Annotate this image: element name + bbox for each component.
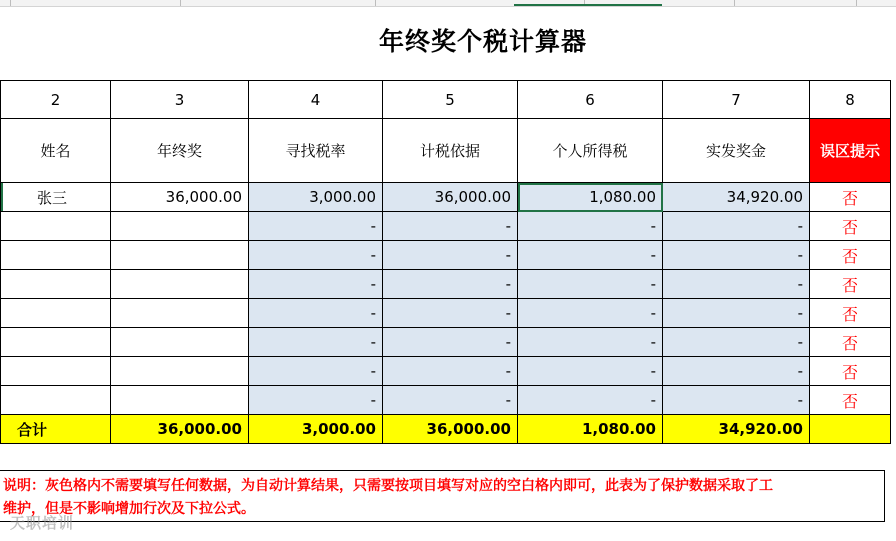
total-tax[interactable]: 1,080.00	[518, 415, 663, 444]
table-row	[1, 241, 891, 270]
cell-name[interactable]	[1, 357, 111, 386]
watermark-logo: 天职培训	[10, 514, 75, 532]
cell-tip[interactable]: 否	[810, 241, 891, 270]
column-number[interactable]: 6	[518, 81, 663, 119]
cell-basis[interactable]: -	[383, 357, 518, 386]
cell-name[interactable]	[1, 270, 111, 299]
cell-bonus[interactable]	[111, 328, 249, 357]
cell-tip[interactable]: 否	[810, 328, 891, 357]
cell-basis[interactable]: -	[383, 299, 518, 328]
table-row	[1, 328, 891, 357]
cell-rate[interactable]: -	[249, 212, 383, 241]
column-number[interactable]: 7	[663, 81, 810, 119]
cell-bonus[interactable]	[111, 386, 249, 415]
header-name[interactable]: 姓名	[1, 119, 111, 183]
table-row	[1, 212, 891, 241]
cell-name[interactable]: 张三	[1, 183, 111, 212]
header-tax[interactable]: 个人所得税	[518, 119, 663, 183]
cell-basis[interactable]: -	[383, 328, 518, 357]
column-number[interactable]: 3	[111, 81, 249, 119]
total-bonus[interactable]: 36,000.00	[111, 415, 249, 444]
cell-name[interactable]	[1, 386, 111, 415]
cell-tax[interactable]: -	[518, 270, 663, 299]
cell-tip[interactable]: 否	[810, 386, 891, 415]
total-net[interactable]: 34,920.00	[663, 415, 810, 444]
cell-name[interactable]	[1, 328, 111, 357]
cell-bonus[interactable]	[111, 270, 249, 299]
note-line-1: 说明：灰色格内不需要填写任何数据，为自动计算结果，只需要按项目填写对应的空白格内即可，此表为了保护数据采取了工	[3, 478, 773, 494]
cell-rate[interactable]: 3,000.00	[249, 183, 383, 212]
cell-bonus[interactable]	[111, 299, 249, 328]
cell-name[interactable]	[1, 212, 111, 241]
instruction-note[interactable]	[0, 470, 885, 522]
total-rate[interactable]: 3,000.00	[249, 415, 383, 444]
cell-tax-selected[interactable]: 1,080.00	[518, 183, 663, 212]
column-number-row	[1, 81, 891, 119]
table-row	[1, 183, 891, 212]
cell-rate[interactable]: -	[249, 270, 383, 299]
table-row	[1, 386, 891, 415]
cell-rate[interactable]: -	[249, 299, 383, 328]
column-divider	[856, 0, 857, 6]
cell-name[interactable]	[1, 299, 111, 328]
column-divider	[375, 0, 376, 6]
total-label[interactable]: 合计	[1, 415, 111, 444]
cell-bonus[interactable]: 36,000.00	[111, 183, 249, 212]
cell-basis[interactable]: -	[383, 386, 518, 415]
cell-tax[interactable]: -	[518, 212, 663, 241]
cell-tip[interactable]: 否	[810, 299, 891, 328]
cell-basis[interactable]: -	[383, 241, 518, 270]
column-divider	[10, 0, 11, 6]
header-basis[interactable]: 计税依据	[383, 119, 518, 183]
column-header-strip	[0, 0, 896, 7]
selected-column-indicator	[514, 4, 662, 6]
cell-basis[interactable]: -	[383, 212, 518, 241]
cell-tax[interactable]: -	[518, 386, 663, 415]
cell-net[interactable]: 34,920.00	[663, 183, 810, 212]
cell-basis[interactable]: -	[383, 270, 518, 299]
tax-calculator-table	[0, 80, 891, 444]
cell-bonus[interactable]	[111, 241, 249, 270]
cell-bonus[interactable]	[111, 212, 249, 241]
cell-tip[interactable]: 否	[810, 183, 891, 212]
cell-net[interactable]: -	[663, 357, 810, 386]
sheet-title: 年终奖个税计算器	[378, 27, 587, 56]
cell-tip[interactable]: 否	[810, 270, 891, 299]
column-number[interactable]: 5	[383, 81, 518, 119]
cell-net[interactable]: -	[663, 328, 810, 357]
cell-net[interactable]: -	[663, 270, 810, 299]
column-divider	[180, 0, 181, 6]
column-number[interactable]: 2	[1, 81, 111, 119]
cell-tax[interactable]: -	[518, 328, 663, 357]
cell-rate[interactable]: -	[249, 328, 383, 357]
cell-tax[interactable]: -	[518, 299, 663, 328]
table-row	[1, 357, 891, 386]
header-row	[1, 119, 891, 183]
header-rate[interactable]: 寻找税率	[249, 119, 383, 183]
cell-tip[interactable]: 否	[810, 357, 891, 386]
column-divider	[734, 0, 735, 6]
cell-rate[interactable]: -	[249, 357, 383, 386]
table-row	[1, 299, 891, 328]
cell-rate[interactable]: -	[249, 241, 383, 270]
total-row	[1, 415, 891, 444]
total-tip[interactable]	[810, 415, 891, 444]
header-net[interactable]: 实发奖金	[663, 119, 810, 183]
cell-net[interactable]: -	[663, 241, 810, 270]
cell-rate[interactable]: -	[249, 386, 383, 415]
cell-tax[interactable]: -	[518, 241, 663, 270]
header-bonus[interactable]: 年终奖	[111, 119, 249, 183]
cell-name[interactable]	[1, 241, 111, 270]
cell-net[interactable]: -	[663, 212, 810, 241]
cell-bonus[interactable]	[111, 357, 249, 386]
total-basis[interactable]: 36,000.00	[383, 415, 518, 444]
column-number[interactable]: 4	[249, 81, 383, 119]
cell-basis[interactable]: 36,000.00	[383, 183, 518, 212]
cell-tip[interactable]: 否	[810, 212, 891, 241]
table-row	[1, 270, 891, 299]
note-line-2: 维护，但是不影响增加行次及下拉公式。	[3, 501, 255, 517]
cell-net[interactable]: -	[663, 299, 810, 328]
header-tip[interactable]: 误区提示	[810, 119, 891, 183]
cell-net[interactable]: -	[663, 386, 810, 415]
column-number[interactable]: 8	[810, 81, 891, 119]
cell-tax[interactable]: -	[518, 357, 663, 386]
